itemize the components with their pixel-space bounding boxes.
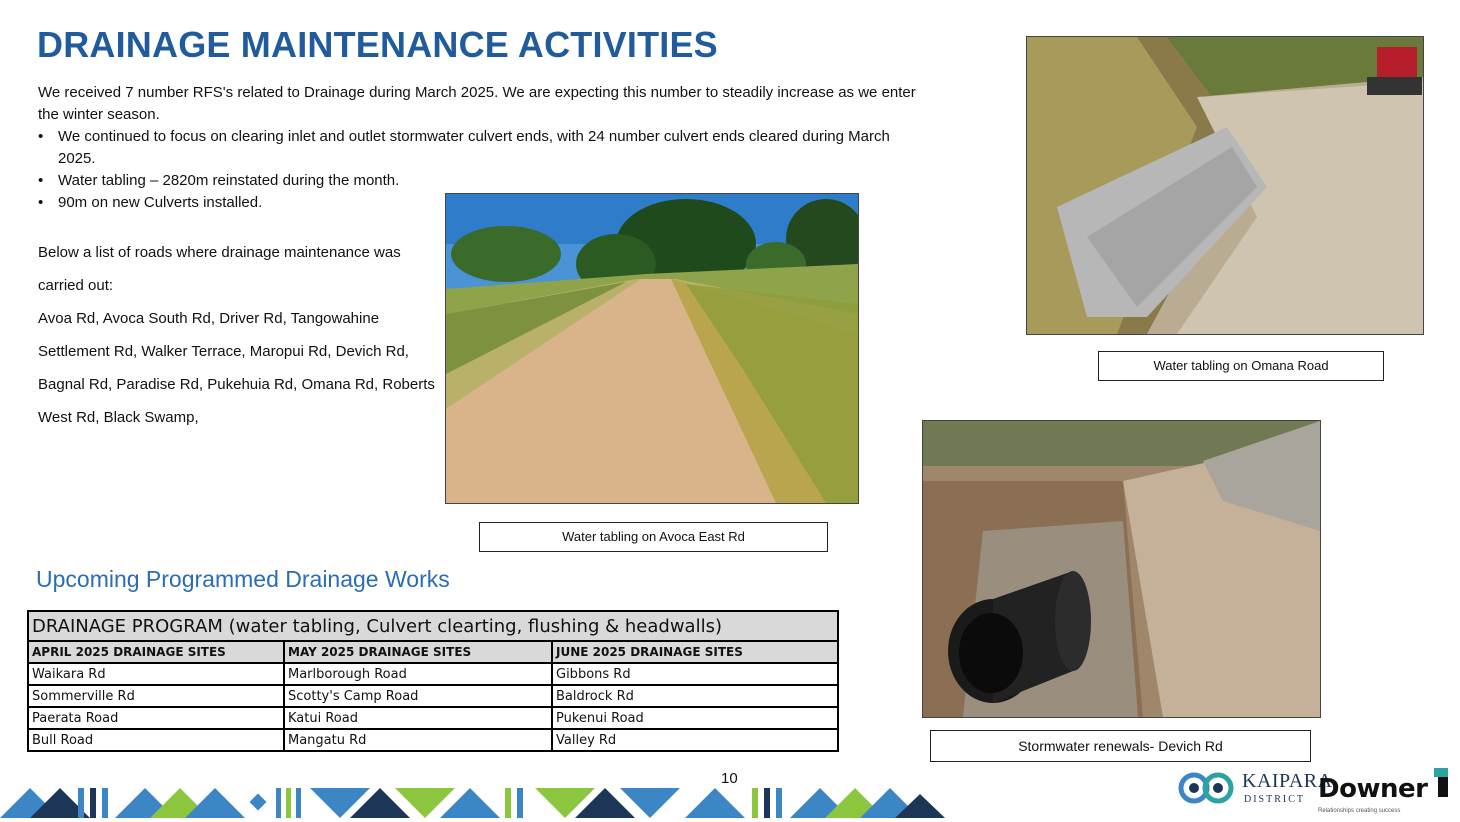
column-header: JUNE 2025 DRAINAGE SITES bbox=[552, 641, 838, 663]
table-cell: Pukenui Road bbox=[552, 707, 838, 729]
upcoming-heading: Upcoming Programmed Drainage Works bbox=[36, 566, 450, 592]
photo-devich-rd bbox=[922, 420, 1321, 718]
bullet-dot-icon: • bbox=[38, 194, 44, 211]
roads-intro: Below a list of roads where drainage maintenance was carried out: bbox=[38, 244, 401, 294]
kaipara-name: KAIPARA bbox=[1242, 770, 1333, 792]
bullet-text: Water tabling – 2820m reinstated during the month. bbox=[58, 172, 400, 189]
table-cell: Valley Rd bbox=[552, 729, 838, 751]
bullet-text: 90m on new Culverts installed. bbox=[58, 194, 263, 211]
column-header: APRIL 2025 DRAINAGE SITES bbox=[28, 641, 284, 663]
table-cell: Mangatu Rd bbox=[284, 729, 552, 751]
downer-tagline: Relationships creating success bbox=[1318, 808, 1401, 814]
page-number: 10 bbox=[721, 770, 738, 787]
downer-mark-icon bbox=[1426, 768, 1450, 798]
downer-name: Downer bbox=[1318, 774, 1428, 804]
bullet-dot-icon: • bbox=[38, 172, 44, 189]
table-cell: Waikara Rd bbox=[28, 663, 284, 685]
table-cell: Katui Road bbox=[284, 707, 552, 729]
photo-omana-road bbox=[1026, 36, 1424, 335]
intro-paragraph: We received 7 number RFS's related to Drainage during March 2025. We are expecting this number to steadily increase as we enter the winter season. bbox=[38, 84, 916, 123]
road-photo-illustration bbox=[446, 194, 858, 503]
water-tabling-photo-illustration bbox=[1027, 37, 1423, 334]
table-row bbox=[28, 729, 838, 751]
table-cell: Paerata Road bbox=[28, 707, 284, 729]
table-cell: Baldrock Rd bbox=[552, 685, 838, 707]
table-row bbox=[28, 707, 838, 729]
table-cell: Scotty's Camp Road bbox=[284, 685, 552, 707]
caption-devich: Stormwater renewals- Devich Rd bbox=[930, 730, 1311, 762]
table-cell: Sommerville Rd bbox=[28, 685, 284, 707]
table-row bbox=[28, 685, 838, 707]
table-cell: Marlborough Road bbox=[284, 663, 552, 685]
caption-omana: Water tabling on Omana Road bbox=[1098, 351, 1384, 381]
column-header: MAY 2025 DRAINAGE SITES bbox=[284, 641, 552, 663]
culvert-photo-illustration bbox=[923, 421, 1320, 717]
caption-avoca: Water tabling on Avoca East Rd bbox=[479, 522, 828, 552]
bullet-text: We continued to focus on clearing inlet and outlet stormwater culvert ends, with 24 number culvert ends cleared during March 2025. bbox=[58, 128, 890, 167]
table-row bbox=[28, 663, 838, 685]
drainage-program-table bbox=[27, 610, 839, 752]
table-title-row bbox=[28, 611, 838, 641]
roads-list: Avoa Rd, Avoca South Rd, Driver Rd, Tangowahine Settlement Rd, Walker Terrace, Maropui Rd, Devich Rd, Bagnal Rd, Paradise Rd, Pukehuia Rd, Omana Rd, Roberts West Rd, Black Swamp, bbox=[38, 310, 435, 426]
roads-block bbox=[38, 236, 438, 434]
table-cell: Bull Road bbox=[28, 729, 284, 751]
photo-avoca-east-rd bbox=[445, 193, 859, 504]
table-title: DRAINAGE PROGRAM (water tabling, Culvert clearting, flushing & headwalls) bbox=[28, 611, 838, 641]
decorative-pattern-band bbox=[0, 780, 960, 820]
kaipara-district-logo bbox=[1176, 770, 1333, 821]
bullet-dot-icon: • bbox=[38, 128, 44, 145]
table-cell: Gibbons Rd bbox=[552, 663, 838, 685]
page-title: DRAINAGE MAINTENANCE ACTIVITIES bbox=[37, 24, 718, 65]
table-header-row bbox=[28, 641, 838, 663]
kaipara-subtitle: DISTRICT bbox=[1244, 794, 1305, 805]
